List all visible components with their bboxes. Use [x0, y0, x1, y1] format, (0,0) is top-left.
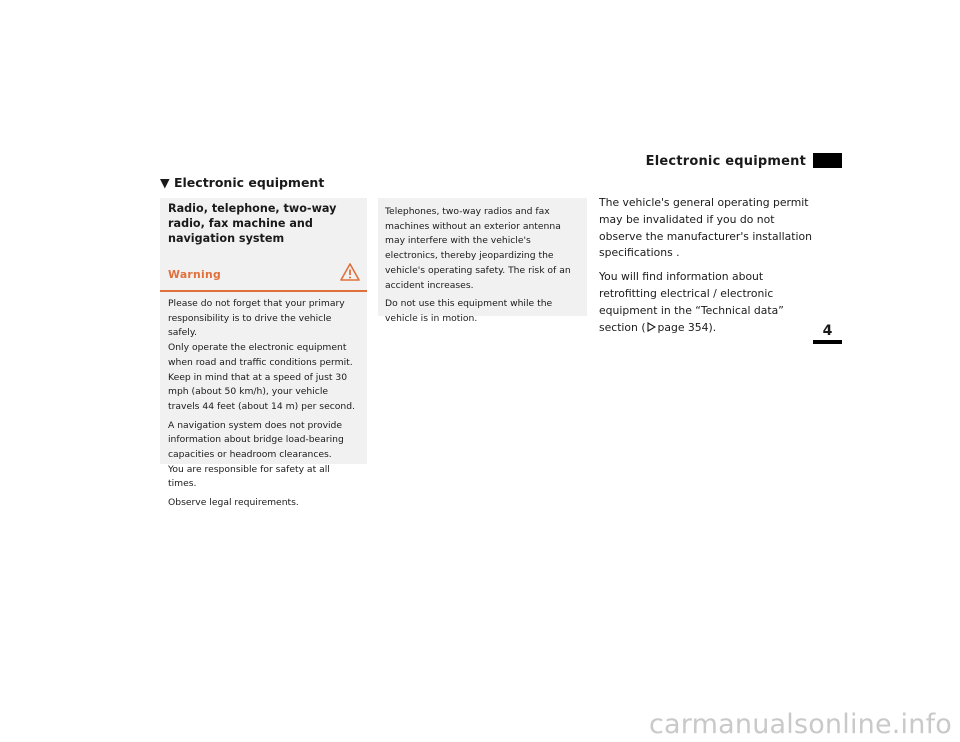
warning-panel — [160, 198, 367, 509]
body-paragraph: The vehicle's general operating permit may be invalidated if you do not observe the manufacturer's installation specifications . — [599, 196, 812, 260]
section-marker-icon: ▼ — [160, 175, 170, 190]
warning-paragraph: Please do not forget that your primary responsibility is to drive the vehicle safely. — [168, 298, 345, 339]
section-heading-text: Electronic equipment — [173, 175, 325, 190]
section-heading — [160, 175, 324, 190]
notice-paragraph: Telephones, two-way radios and fax machines without an exterior antenna may interfere with the vehicle's electronics, thereby jeopardizing the vehicle's operating safety. The risk of an accident increases. — [385, 206, 571, 291]
notice-paragraph: Do not use this equipment while the vehicle is in motion. — [385, 298, 553, 324]
panel-title: Radio, telephone, two-way radio, fax machine and navigation system — [168, 202, 337, 245]
warning-paragraph: A navigation system does not provide information about bridge load-bearing capacities or headroom clearances. — [168, 419, 344, 461]
watermark: carmanualsonline.info — [649, 709, 952, 740]
warning-triangle-icon — [340, 263, 360, 281]
warning-label: Warning — [168, 268, 222, 281]
chapter-number: 4 — [822, 323, 833, 339]
warning-paragraph: Observe legal requirements. — [168, 497, 299, 509]
page-reference-triangle-icon[interactable] — [647, 322, 656, 332]
notice-panel — [378, 198, 587, 324]
header-tab-block — [813, 153, 842, 168]
page-header-title: Electronic equipment — [645, 154, 806, 169]
chapter-bar — [813, 340, 842, 344]
body-column — [599, 195, 814, 336]
body-paragraph — [599, 269, 814, 336]
page-reference-link[interactable]: page 354). — [657, 320, 717, 334]
body-text-lead: You will find information about retrofitting electrical / electronic equipment in the “Technical data” section ( — [599, 270, 784, 334]
warning-paragraph: You are responsible for safety at all times. — [168, 463, 330, 490]
chapter-marker — [813, 323, 842, 345]
warning-paragraph: Only operate the electronic equipment when road and traffic conditions permit. Keep in mind that at a speed of just 30 mph (about 50 km/h), your vehicle travels 44 feet (about 14 m) per second. — [168, 342, 355, 412]
warning-header — [160, 256, 367, 292]
